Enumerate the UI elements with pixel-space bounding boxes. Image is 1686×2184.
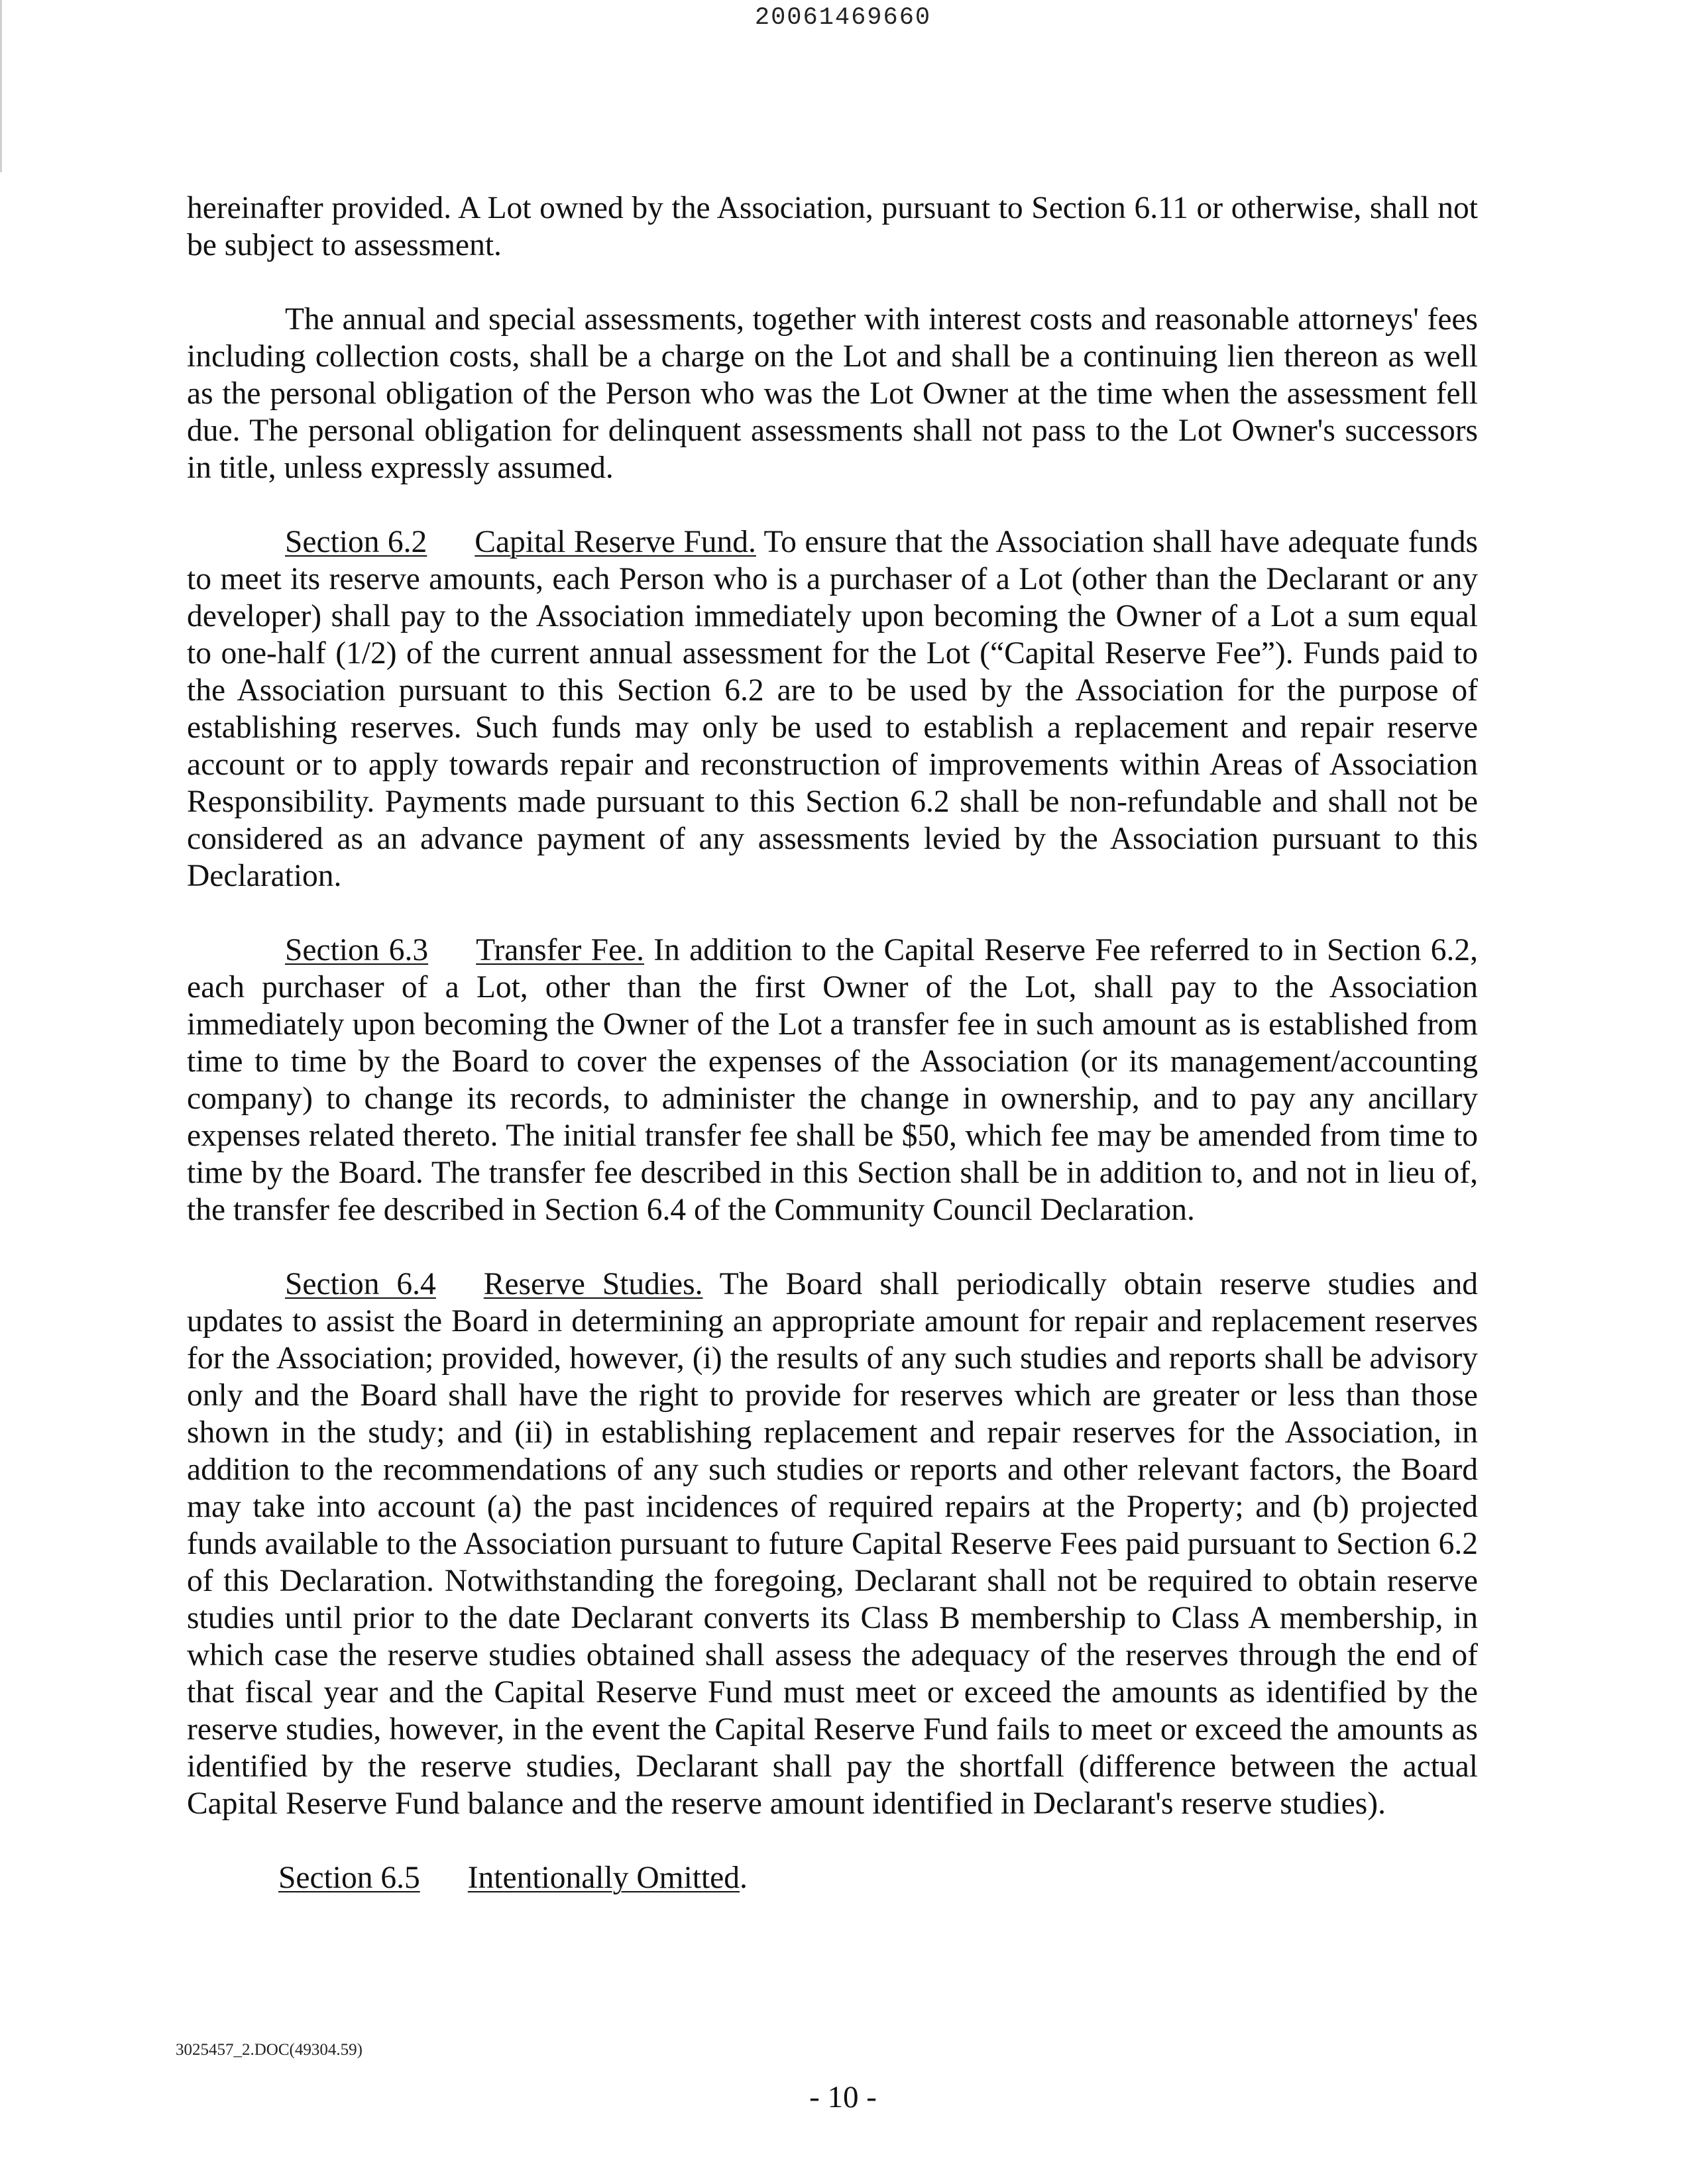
page-number: - 10 -: [809, 2080, 877, 2114]
section-6-2: [187, 523, 1478, 895]
section-number: Section 6.3: [285, 933, 429, 967]
section-text: .: [740, 1861, 748, 1895]
document-body: [187, 190, 1478, 1896]
section-title: Reserve Studies.: [483, 1267, 703, 1301]
paragraph-assessment-exemption: hereinafter provided. A Lot owned by the Association, pursuant to Section 6.11 or otherwise, shall not be subject to assessment.: [187, 191, 1478, 262]
section-text: To ensure that the Association shall have adequate funds to meet its reserve amounts, each Person who is a purchaser of a Lot (other than the Declarant or any developer) shall pay to the Association immediately upon becoming the Owner of a Lot a sum equal to one-half (1/2) of the current annual assessment for the Lot (“Capital Reserve Fee”). Funds paid to the Association pursuant to this Section 6.2 are to be used by the Association for the purpose of establishing reserves. Such funds may only be used to establish a replacement and repair reserve account or to apply towards repair and reconstruction of improvements within Areas of Association Responsibility. Payments made pursuant to this Section 6.2 shall be non-refundable and shall not be considered as an advance payment of any assessments levied by the Association pursuant to this Declaration.: [187, 525, 1478, 893]
section-title: Capital Reserve Fund.: [475, 525, 756, 559]
section-title: Intentionally Omitted: [467, 1861, 740, 1895]
paragraph-assessment-lien: The annual and special assessments, together with interest costs and reasonable attorneys' fees including collection costs, shall be a charge on the Lot and shall be a continuing lien thereon as well as the personal obligation of the Person who was the Lot Owner at the time when the assessment fell due. The personal obligation for delinquent assessments shall not pass to the Lot Owner's successors in title, unless expressly assumed.: [187, 302, 1478, 485]
footer-document-code: 3025457_2.DOC(49304.59): [176, 2041, 363, 2059]
section-number: Section 6.4: [285, 1267, 436, 1301]
section-text: The Board shall periodically obtain reserve studies and updates to assist the Board in determining an appropriate amount for repair and replacement reserves for the Association; provided, however, (i) the results of any such studies and reports shall be advisory only and the Board shall have the right to provide for reserves which are greater or less than those shown in the study; and (ii) in establishing replacement and repair reserves for the Association, in addition to the recommendations of any such studies or reports and other relevant factors, the Board may take into account (a) the past incidences of required repairs at the Property; and (b) projected funds available to the Association pursuant to future Capital Reserve Fees paid pursuant to Section 6.2 of this Declaration. Notwithstanding the foregoing, Declarant shall not be required to obtain reserve studies until prior to the date Declarant converts its Class B membership to Class A membership, in which case the reserve studies obtained shall assess the adequacy of the reserves through the end of that fiscal year and the Capital Reserve Fund must meet or exceed the amounts as identified by the reserve studies, however, in the event the Capital Reserve Fund fails to meet or exceed the amounts as identified by the reserve studies, Declarant shall pay the shortfall (difference between the actual Capital Reserve Fund balance and the reserve amount identified in Declarant's reserve studies).: [187, 1267, 1478, 1821]
section-title: Transfer Fee.: [476, 933, 645, 967]
document-id-header: 20061469660: [754, 4, 932, 32]
section-6-3: [187, 932, 1478, 1228]
section-6-5: [187, 1859, 1478, 1896]
section-text: In addition to the Capital Reserve Fee referred to in Section 6.2, each purchaser of a Lot, other than the first Owner of the Lot, shall pay to the Association immediately upon becoming the Owner of the Lot a transfer fee in such amount as is established from time to time by the Board to cover the expenses of the Association (or its management/accounting company) to change its records, to administer the change in ownership, and to pay any ancillary expenses related thereto. The initial transfer fee shall be $50, which fee may be amended from time to time by the Board. The transfer fee described in this Section shall be in addition to, and not in lieu of, the transfer fee described in Section 6.4 of the Community Council Declaration.: [187, 933, 1478, 1227]
section-number: Section 6.5: [278, 1861, 420, 1895]
section-6-4: [187, 1266, 1478, 1822]
section-number: Section 6.2: [285, 525, 427, 559]
